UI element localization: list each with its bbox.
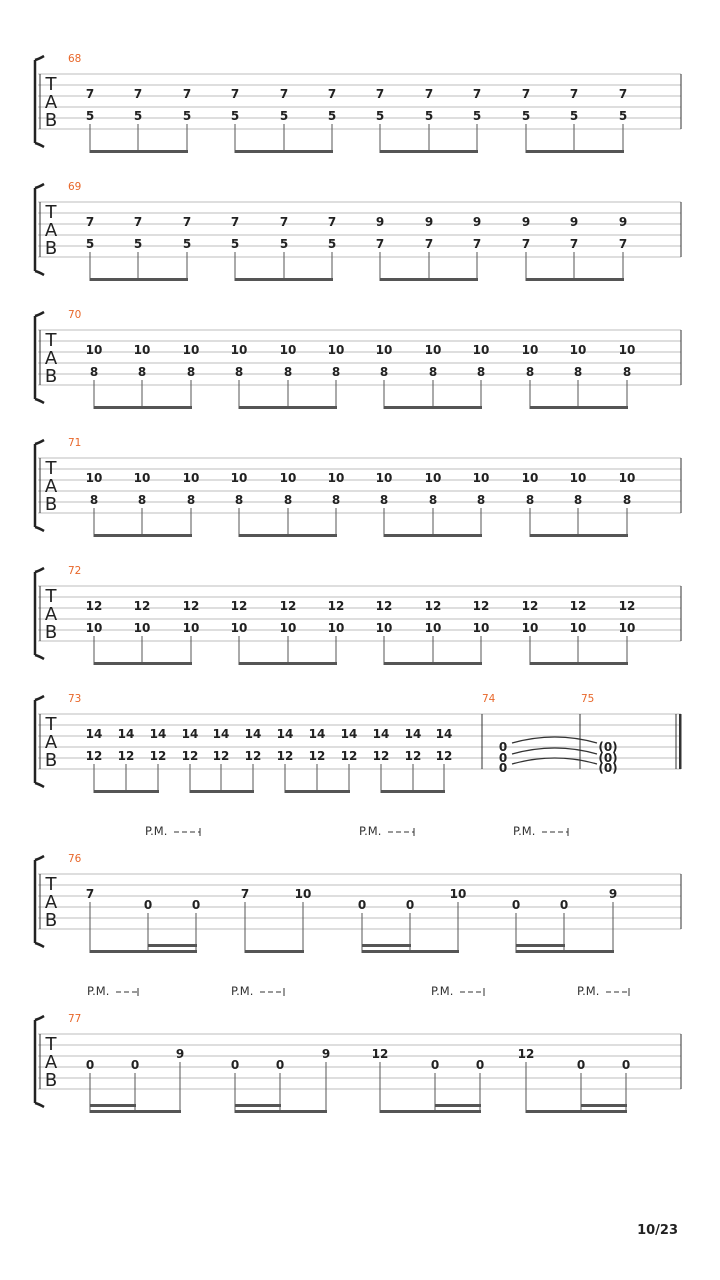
measure-number: 72: [68, 565, 82, 577]
tab-clef-b: B: [44, 494, 58, 515]
tie-arc: [512, 748, 597, 754]
fret-number: 12: [435, 749, 453, 763]
fret-number: 7: [618, 237, 628, 251]
beam: [516, 950, 614, 953]
fret-number: 14: [276, 727, 294, 741]
fret-number: 8: [283, 493, 293, 507]
tab-clef-b: B: [44, 910, 58, 931]
fret-number: 10: [182, 343, 200, 357]
fret-number: 0: [230, 1058, 240, 1072]
fret-number: 9: [618, 215, 628, 229]
beam: [94, 534, 192, 537]
fret-number: 8: [428, 365, 438, 379]
fret-number: (0): [598, 751, 618, 765]
beam: [285, 790, 350, 793]
fret-number: 8: [186, 493, 196, 507]
fret-number: 8: [622, 493, 632, 507]
beam: [235, 1104, 281, 1107]
fret-number: 7: [521, 87, 531, 101]
tab-system: [35, 824, 681, 953]
fret-number: 8: [428, 493, 438, 507]
fret-number: 9: [521, 215, 531, 229]
fret-number: 12: [340, 749, 358, 763]
fret-number: 12: [212, 749, 230, 763]
fret-number: 7: [133, 87, 143, 101]
fret-number: 12: [327, 599, 345, 613]
fret-number: 7: [375, 87, 385, 101]
fret-number: 12: [472, 599, 490, 613]
fret-number: 8: [186, 365, 196, 379]
fret-number: (0): [598, 761, 618, 775]
fret-number: 10: [85, 471, 103, 485]
fret-number: 7: [230, 87, 240, 101]
fret-number: 7: [375, 237, 385, 251]
beam: [90, 278, 188, 281]
beam: [235, 150, 333, 153]
fret-number: 10: [618, 343, 636, 357]
tab-system: [35, 437, 681, 537]
fret-number: 5: [327, 109, 337, 123]
fret-number: 14: [372, 727, 390, 741]
fret-number: 0: [143, 898, 153, 912]
beam: [581, 1104, 627, 1107]
tab-clef-a: A: [44, 476, 58, 497]
fret-number: 0: [559, 898, 569, 912]
beam: [516, 944, 565, 947]
fret-number: 12: [244, 749, 262, 763]
tab-clef-a: A: [44, 92, 58, 113]
fret-number: 5: [182, 237, 192, 251]
fret-number: 10: [279, 471, 297, 485]
fret-number: 7: [230, 215, 240, 229]
fret-number: 7: [424, 237, 434, 251]
fret-number: 7: [472, 237, 482, 251]
tab-clef-t: T: [45, 874, 57, 895]
fret-number: 8: [331, 493, 341, 507]
fret-number: 7: [521, 237, 531, 251]
fret-number: 5: [279, 109, 289, 123]
fret-number: 5: [375, 109, 385, 123]
fret-number: 7: [327, 87, 337, 101]
fret-number: 12: [569, 599, 587, 613]
palm-mute-label: P.M.: [87, 984, 110, 998]
fret-number: 5: [472, 109, 482, 123]
fret-number: 10: [133, 471, 151, 485]
fret-number: 5: [424, 109, 434, 123]
fret-number: 12: [117, 749, 135, 763]
fret-number: 5: [133, 109, 143, 123]
fret-number: 8: [622, 365, 632, 379]
page-number: 10/23: [637, 1223, 678, 1238]
fret-number: 12: [424, 599, 442, 613]
tab-clef-a: A: [44, 732, 58, 753]
fret-number: 12: [404, 749, 422, 763]
fret-number: 12: [85, 749, 103, 763]
tab-clef-t: T: [45, 714, 57, 735]
fret-number: 12: [181, 749, 199, 763]
fret-number: 5: [133, 237, 143, 251]
beam: [239, 534, 337, 537]
fret-number: 10: [230, 471, 248, 485]
fret-number: 10: [472, 621, 490, 635]
beam: [530, 406, 628, 409]
fret-number: 9: [569, 215, 579, 229]
beam: [526, 1110, 627, 1113]
fret-number: 10: [569, 343, 587, 357]
fret-number: 10: [618, 621, 636, 635]
fret-number: 9: [321, 1047, 331, 1061]
tab-clef-t: T: [45, 74, 57, 95]
fret-number: 0: [430, 1058, 440, 1072]
beam: [190, 790, 254, 793]
tab-clef-t: T: [45, 202, 57, 223]
fret-number: 8: [573, 365, 583, 379]
tab-clef-t: T: [45, 458, 57, 479]
fret-number: 5: [569, 109, 579, 123]
fret-number: 10: [279, 343, 297, 357]
tab-clef-t: T: [45, 330, 57, 351]
tab-clef-b: B: [44, 622, 58, 643]
fret-number: 10: [294, 887, 312, 901]
fret-number: 5: [327, 237, 337, 251]
fret-number: 8: [89, 493, 99, 507]
fret-number: 10: [182, 471, 200, 485]
fret-number: 10: [521, 471, 539, 485]
fret-number: 7: [569, 87, 579, 101]
tab-clef-b: B: [44, 110, 58, 131]
tab-clef-a: A: [44, 604, 58, 625]
tie-arc: [512, 758, 597, 764]
fret-number: 0: [191, 898, 201, 912]
measure-number: 69: [68, 181, 82, 193]
fret-number: 8: [525, 365, 535, 379]
beam: [235, 278, 333, 281]
beam: [526, 150, 624, 153]
beam: [90, 150, 188, 153]
fret-number: 5: [85, 237, 95, 251]
measure-number: 77: [68, 1013, 82, 1025]
fret-number: 10: [133, 343, 151, 357]
fret-number: 14: [308, 727, 326, 741]
fret-number: 0: [498, 761, 508, 775]
measure-number: 73: [68, 693, 82, 705]
tab-system: [35, 565, 681, 665]
fret-number: 7: [424, 87, 434, 101]
palm-mute-label: P.M.: [359, 824, 382, 838]
beam: [362, 950, 459, 953]
fret-number: 12: [279, 599, 297, 613]
beam: [435, 1104, 481, 1107]
fret-number: 10: [85, 343, 103, 357]
fret-number: 7: [85, 87, 95, 101]
measure-number: 75: [581, 693, 595, 705]
fret-number: 12: [276, 749, 294, 763]
measure-number: 70: [68, 309, 82, 321]
fret-number: 14: [212, 727, 230, 741]
fret-number: 5: [230, 109, 240, 123]
beam: [384, 534, 482, 537]
fret-number: 7: [133, 215, 143, 229]
fret-number: 7: [182, 87, 192, 101]
beam: [239, 662, 337, 665]
fret-number: 9: [175, 1047, 185, 1061]
fret-number: 10: [424, 343, 442, 357]
tab-system: [35, 53, 681, 153]
measure-number: 71: [68, 437, 82, 449]
beam: [90, 1104, 136, 1107]
beam: [530, 534, 628, 537]
fret-number: 9: [424, 215, 434, 229]
fret-number: 5: [521, 109, 531, 123]
fret-number: 0: [621, 1058, 631, 1072]
beam: [530, 662, 628, 665]
fret-number: 7: [618, 87, 628, 101]
fret-number: 0: [576, 1058, 586, 1072]
beam: [380, 150, 478, 153]
fret-number: 7: [182, 215, 192, 229]
fret-number: 9: [608, 887, 618, 901]
fret-number: 0: [498, 751, 508, 765]
fret-number: 8: [234, 493, 244, 507]
fret-number: 5: [182, 109, 192, 123]
fret-number: 10: [472, 343, 490, 357]
fret-number: 14: [340, 727, 358, 741]
tab-clef-t: T: [45, 586, 57, 607]
fret-number: 10: [569, 621, 587, 635]
beam: [380, 1110, 481, 1113]
fret-number: 12: [372, 749, 390, 763]
fret-number: 8: [476, 365, 486, 379]
fret-number: 12: [149, 749, 167, 763]
fret-number: 0: [275, 1058, 285, 1072]
fret-number: 0: [130, 1058, 140, 1072]
fret-number: 0: [475, 1058, 485, 1072]
fret-number: 10: [133, 621, 151, 635]
fret-number: 14: [435, 727, 453, 741]
fret-number: 8: [573, 493, 583, 507]
fret-number: 12: [308, 749, 326, 763]
fret-number: 10: [327, 343, 345, 357]
beam: [94, 662, 192, 665]
fret-number: 0: [85, 1058, 95, 1072]
fret-number: 8: [379, 493, 389, 507]
fret-number: 0: [511, 898, 521, 912]
fret-number: 5: [85, 109, 95, 123]
beam: [90, 1110, 181, 1113]
fret-number: 9: [472, 215, 482, 229]
fret-number: 10: [449, 887, 467, 901]
fret-number: (0): [598, 740, 618, 754]
beam: [94, 406, 192, 409]
fret-number: 0: [498, 740, 508, 754]
tab-clef-t: T: [45, 1034, 57, 1055]
measure-number: 74: [482, 693, 496, 705]
beam: [235, 1110, 327, 1113]
beam: [148, 944, 197, 947]
tab-clef-b: B: [44, 238, 58, 259]
fret-number: 10: [375, 621, 393, 635]
fret-number: 8: [234, 365, 244, 379]
fret-number: 12: [371, 1047, 389, 1061]
palm-mute-label: P.M.: [231, 984, 254, 998]
fret-number: 5: [618, 109, 628, 123]
fret-number: 14: [404, 727, 422, 741]
fret-number: 8: [476, 493, 486, 507]
fret-number: 5: [230, 237, 240, 251]
tab-system: [35, 181, 681, 281]
palm-mute-label: P.M.: [145, 824, 168, 838]
fret-number: 8: [379, 365, 389, 379]
fret-number: 10: [424, 621, 442, 635]
measure-number: 68: [68, 53, 82, 65]
palm-mute-label: P.M.: [577, 984, 600, 998]
tab-clef-a: A: [44, 892, 58, 913]
fret-number: 12: [230, 599, 248, 613]
beam: [90, 950, 197, 953]
tab-system: [35, 693, 681, 793]
tab-clef-b: B: [44, 366, 58, 387]
fret-number: 10: [424, 471, 442, 485]
beam: [362, 944, 411, 947]
fret-number: 12: [521, 599, 539, 613]
fret-number: 7: [85, 887, 95, 901]
beam: [384, 662, 482, 665]
fret-number: 0: [357, 898, 367, 912]
fret-number: 10: [618, 471, 636, 485]
fret-number: 14: [85, 727, 103, 741]
fret-number: 10: [230, 621, 248, 635]
fret-number: 10: [279, 621, 297, 635]
beam: [526, 278, 624, 281]
fret-number: 10: [182, 621, 200, 635]
fret-number: 0: [405, 898, 415, 912]
beam: [380, 278, 478, 281]
beam: [245, 950, 304, 953]
fret-number: 9: [375, 215, 385, 229]
tab-system: [35, 309, 681, 409]
fret-number: 10: [375, 471, 393, 485]
tab-clef-b: B: [44, 750, 58, 771]
fret-number: 14: [244, 727, 262, 741]
beam: [239, 406, 337, 409]
fret-number: 12: [375, 599, 393, 613]
fret-number: 5: [279, 237, 289, 251]
tab-system: [35, 984, 681, 1113]
fret-number: 12: [85, 599, 103, 613]
fret-number: 10: [375, 343, 393, 357]
fret-number: 7: [569, 237, 579, 251]
fret-number: 12: [618, 599, 636, 613]
fret-number: 8: [137, 493, 147, 507]
fret-number: 14: [117, 727, 135, 741]
fret-number: 14: [149, 727, 167, 741]
tab-clef-a: A: [44, 220, 58, 241]
tab-clef-b: B: [44, 1070, 58, 1091]
fret-number: 7: [85, 215, 95, 229]
fret-number: 14: [181, 727, 199, 741]
fret-number: 8: [331, 365, 341, 379]
fret-number: 7: [240, 887, 250, 901]
tab-clef-a: A: [44, 348, 58, 369]
fret-number: 7: [472, 87, 482, 101]
measure-number: 76: [68, 853, 82, 865]
beam: [381, 790, 445, 793]
fret-number: 10: [230, 343, 248, 357]
fret-number: 10: [327, 471, 345, 485]
fret-number: 7: [327, 215, 337, 229]
fret-number: 10: [472, 471, 490, 485]
fret-number: 10: [85, 621, 103, 635]
fret-number: 12: [133, 599, 151, 613]
beam: [94, 790, 159, 793]
fret-number: 8: [89, 365, 99, 379]
fret-number: 10: [569, 471, 587, 485]
fret-number: 8: [283, 365, 293, 379]
tie-arc: [512, 737, 597, 743]
fret-number: 10: [521, 621, 539, 635]
fret-number: 10: [327, 621, 345, 635]
fret-number: 8: [137, 365, 147, 379]
fret-number: 10: [521, 343, 539, 357]
palm-mute-label: P.M.: [513, 824, 536, 838]
tab-clef-a: A: [44, 1052, 58, 1073]
fret-number: 7: [279, 215, 289, 229]
fret-number: 8: [525, 493, 535, 507]
fret-number: 7: [279, 87, 289, 101]
fret-number: 12: [517, 1047, 535, 1061]
palm-mute-label: P.M.: [431, 984, 454, 998]
fret-number: 12: [182, 599, 200, 613]
beam: [384, 406, 482, 409]
